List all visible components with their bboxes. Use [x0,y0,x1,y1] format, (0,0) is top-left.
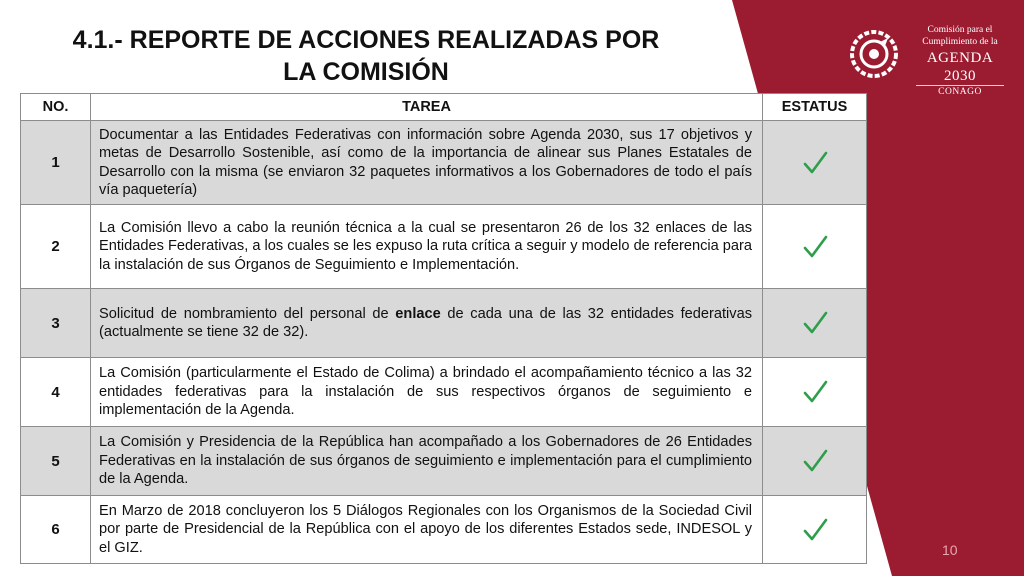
header-task: TAREA [91,94,763,121]
row-task: La Comisión llevo a cabo la reunión técnica a la cual se presentaron 26 de los 32 enlaces de las Entidades Federativas, a los cuales se les expuso la ruta crítica a seguir y modelo de referencia para la instalación de sus Órganos de Seguimiento e Implementación. [91,205,763,289]
row-status [763,289,867,358]
row-number: 5 [21,427,91,496]
row-status [763,121,867,205]
row-number: 4 [21,358,91,427]
header-no: NO. [21,94,91,121]
checkmark-icon [802,310,828,336]
actions-report-table [20,93,867,564]
logo-text [910,24,1010,98]
task-text-after: de cada una de las 32 entidades federativas (actualmente se tiene 32 de 32). [99,305,752,340]
table-row [21,205,867,289]
table-row [21,121,867,205]
row-number: 1 [21,121,91,205]
row-status [763,358,867,427]
table-row [21,289,867,358]
title-line-2: LA COMISIÓN [283,58,449,86]
table-row [21,496,867,564]
row-status [763,427,867,496]
row-number: 2 [21,205,91,289]
task-keyword: enlace [395,305,441,322]
checkmark-icon [802,150,828,176]
row-task: La Comisión (particularmente el Estado de Colima) a brindado el acompañamiento técnico a las 32 entidades federativas para la instalación de sus respectivos órganos de seguimiento e implementación de la Agenda. [91,358,763,427]
title-line-1: 4.1.- REPORTE DE ACCIONES REALIZADAS POR [72,26,660,54]
row-task: En Marzo de 2018 concluyeron los 5 Diálogos Regionales con los Organismos de la Sociedad Civil por parte de Presidencial de la República con el apoyo de los diferentes Estados sede, INDESOL y el GIZ. [91,496,763,564]
logo-line-1: Comisión para el [927,25,993,35]
page-number: 10 [942,542,958,558]
table-header-row [21,94,867,121]
logo-line-4: CONAGO [938,87,982,97]
agenda-2030-logo [846,24,1006,97]
page-title [10,24,722,88]
table-row [21,427,867,496]
row-number: 6 [21,496,91,564]
checkmark-icon [802,448,828,474]
row-task: Documentar a las Entidades Federativas con información sobre Agenda 2030, sus 17 objetivos y metas de Desarrollo Sostenible, así como de la importancia de alinear sus Planes Estatales de Desarrollo con la misma (se enviaron 32 paquetes informativos a los Gobernadores de todo el país vía paquetería) [91,121,763,205]
checkmark-icon [802,517,828,543]
logo-line-3: AGENDA 2030 [916,49,1004,86]
row-task [91,289,763,358]
row-number: 3 [21,289,91,358]
header-status: ESTATUS [763,94,867,121]
task-text-before: Solicitud de nombramiento del personal de [99,305,396,322]
table-row [21,358,867,427]
checkmark-icon [802,379,828,405]
row-status [763,205,867,289]
row-task: La Comisión y Presidencia de la República han acompañado a los Gobernadores de 26 Entidades Federativas en la instalación de sus órganos de seguimiento e implementación para el cumplimiento de la Agenda. [91,427,763,496]
checkmark-icon [802,234,828,260]
logo-line-2: Cumplimiento de la [922,37,998,47]
agenda-2030-emblem-icon [846,26,902,82]
row-status [763,496,867,564]
